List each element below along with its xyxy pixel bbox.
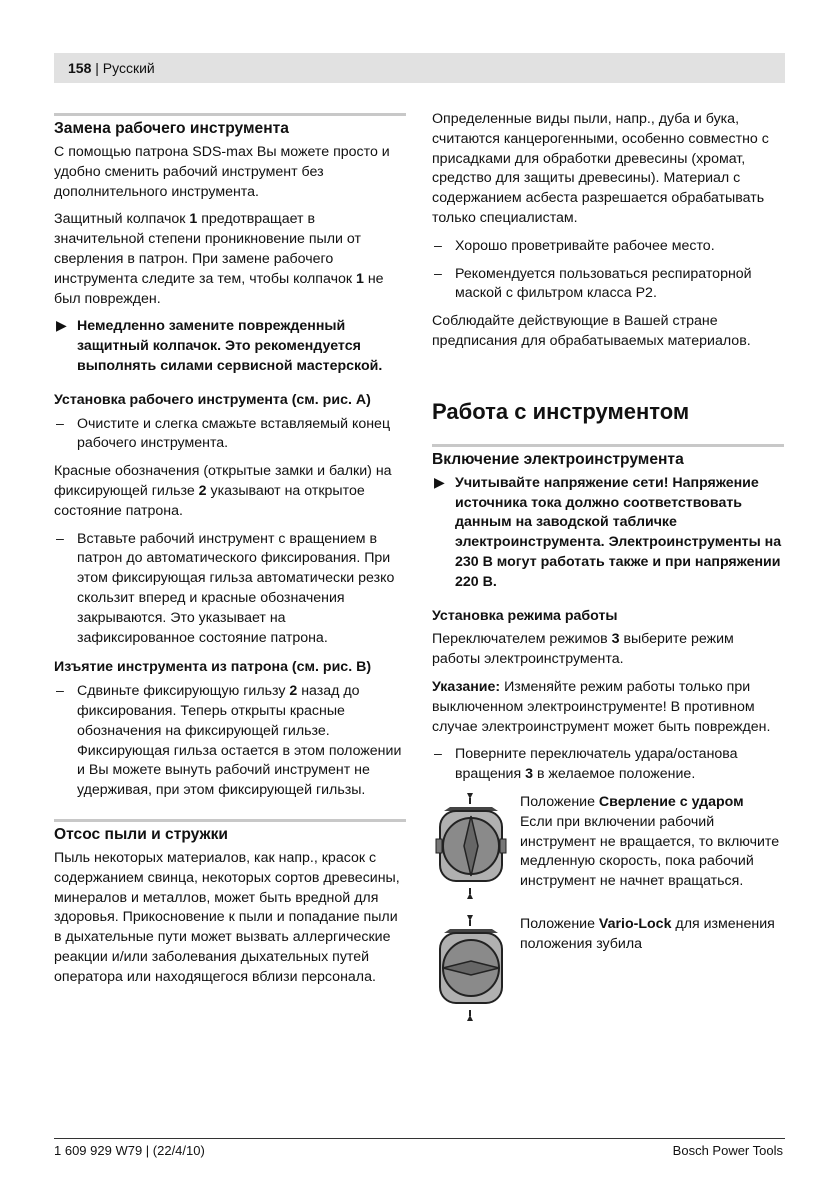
note-paragraph: Указание: Изменяйте режим работы только при выключенном электроинструменте! В противном случае электроинструмент может быть поврежден. xyxy=(432,678,771,735)
dust-step-1: – Хорошо проветривайте рабочее место. xyxy=(432,237,784,257)
mode-vario-lock xyxy=(432,915,784,1015)
dust-paragraph-3: Соблюдайте действующие в Вашей стране предписания для обрабатываемых материалов. xyxy=(432,313,751,349)
install-heading: Установка рабочего инструмента (см. рис. A) xyxy=(54,391,371,408)
dust-paragraph-1: Пыль некоторых материалов, как напр., красок с содержанием свинца, некоторых сортов древесины, минералов и металлов, может быть вредной для здоровья. Прикосновение к пыли и попадание пыли в дыхательные пути может вызвать аллергические реакции и/или заболевания дыхательных путей оператора или находящегося вблизи персонала. xyxy=(54,849,400,985)
cap-paragraph: Защитный колпачок 1 предотвращает в значительной степени проникновение пыли от сверления в патрон. При замене рабочего инструмента следите за тем, чтобы колпачок 1 не был поврежден. xyxy=(54,211,384,307)
mode-hammer-drilling xyxy=(432,793,784,893)
voltage-warning: ▶ Учитывайте напряжение сети! Напряжение источника тока должно соответствовать данным на заводской табличке электроинструмента. Электроинструменты на 230 В могут работать также и при напряжении 220 В. xyxy=(434,474,782,590)
triangle-bullet-icon: ▶ xyxy=(56,318,67,335)
switch-on-heading: Включение электроинструмента xyxy=(432,444,784,470)
header-language: Русский xyxy=(102,60,155,76)
remove-heading: Изъятие инструмента из патрона (см. рис. B) xyxy=(54,659,372,676)
remove-step: – Сдвиньте фиксирующую гильзу 2 назад до фиксирования. Теперь открыты красные обозначения на фиксирующей гильзе. Фиксирующая гильза остается в этом положении и Вы можете вынуть рабочий инструмент не удерживая, при этом фиксирующей гильзы. xyxy=(54,682,406,801)
position-1-text: Если при включении рабочий инструмент не вращается, то включите медленную скорость, пока рабочий инструмент не начнет вращаться. xyxy=(520,813,780,890)
right-column xyxy=(432,110,784,1015)
header-text: 158 | Русский xyxy=(68,60,155,76)
note-label: Указание: xyxy=(432,678,501,695)
dust-paragraph-2: Определенные виды пыли, напр., дуба и бука, считаются канцерогенными, особенно совместно с присадками для обработки древесины (хромат, средство для защиты древесины). Материал с содержанием асбеста разрешается обрабатывать только специалистам. xyxy=(432,111,769,226)
mode-paragraph: Переключателем режимов 3 выберите режим работы электроинструмента. xyxy=(432,631,734,668)
replace-paragraph: С помощью патрона SDS-max Вы можете просто и удобно сменить рабочий инструмент без дополнительного инструмента. xyxy=(54,144,390,200)
dust-heading: Отсос пыли и стружки xyxy=(54,819,406,845)
mode-step: – Поверните переключатель удара/останова вращения 3 в желаемое положение. xyxy=(432,745,784,785)
doc-code: 1 609 929 W79 | (22/4/10) xyxy=(54,1143,205,1158)
page-footer xyxy=(54,1138,785,1158)
replace-tool-heading: Замена рабочего инструмента xyxy=(54,113,406,139)
position-2-text: Положение Vario-Lock для изменения положения зубила xyxy=(520,915,775,952)
mode-heading: Установка режима работы xyxy=(432,607,618,624)
brand-name: Bosch Power Tools xyxy=(672,1143,783,1158)
cap-warning: ▶ Немедленно замените поврежденный защитный колпачок. Это рекомендуется выполнять силами сервисной мастерской. xyxy=(56,318,383,374)
position-1-title: Положение Сверление с ударом xyxy=(520,793,744,810)
dust-step-2: – Рекомендуется пользоваться респираторной маской с фильтром класса P2. xyxy=(432,265,784,305)
left-column xyxy=(54,113,406,995)
red-marks-paragraph: Красные обозначения (открытые замки и балки) на фиксирующей гильзе 2 указывают на открытое состояние патрона. xyxy=(54,463,392,519)
page-number: 158 xyxy=(68,60,92,76)
triangle-bullet-icon: ▶ xyxy=(434,474,445,491)
work-title: Работа с инструментом xyxy=(432,398,690,424)
page-header xyxy=(54,53,785,83)
install-step-2: – Вставьте рабочий инструмент с вращением в патрон до автоматического фиксирования. При этом фиксирующая гильза автоматически резко скользит вперед и красные обозначения закрываются. Это указывает на зафиксированное состояние патрона. xyxy=(54,530,406,649)
vario-lock-knob-icon xyxy=(434,911,508,1025)
install-step-1: – Очистите и слегка смажьте вставляемый конец рабочего инструмента. xyxy=(54,415,406,455)
hammer-drill-knob-icon xyxy=(434,789,508,903)
